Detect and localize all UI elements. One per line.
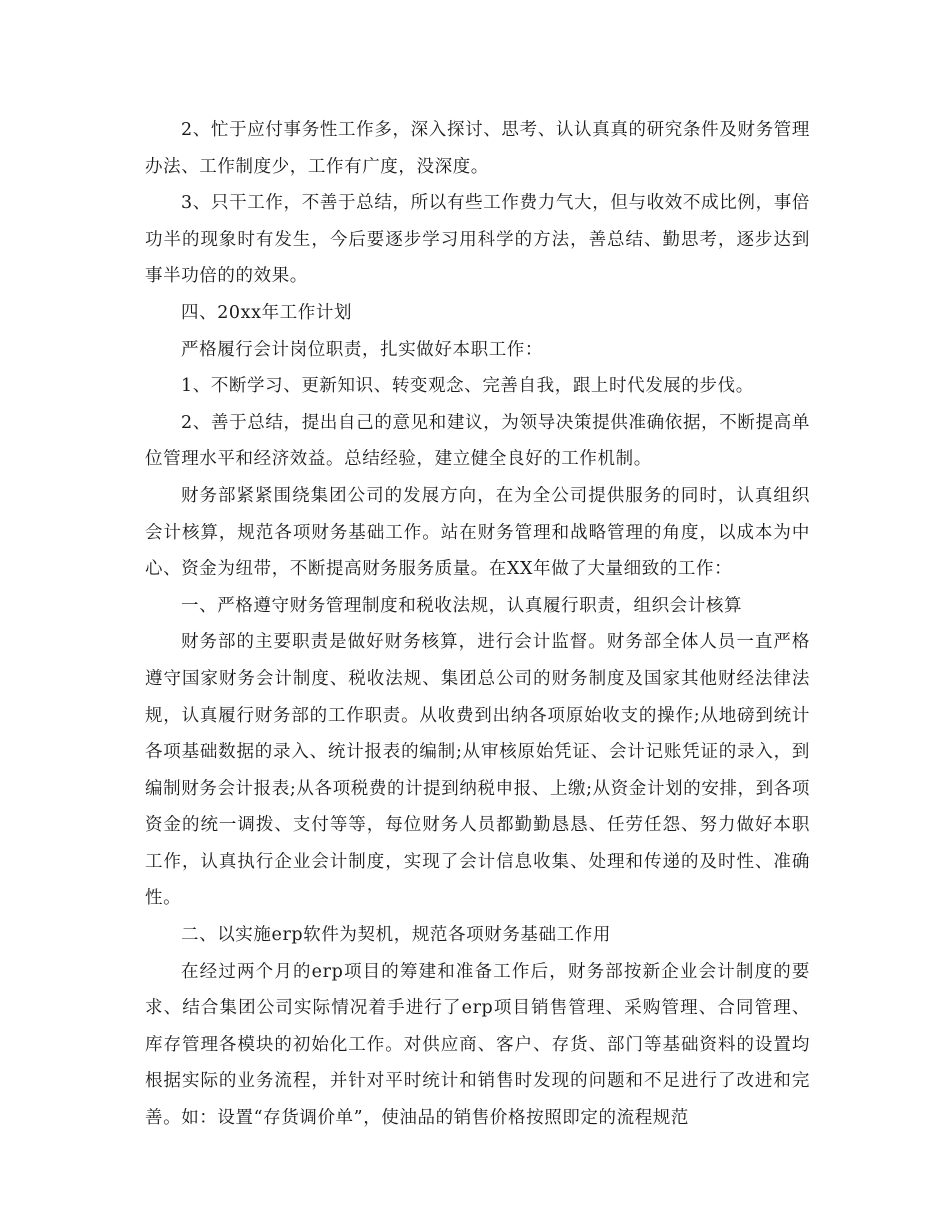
- paragraph-erp-body: 在经过两个月的erp项目的筹建和准备工作后，财务部按新企业会计制度的要求、结合集团公司实际情况着手进行了erp项目销售管理、采购管理、合同管理、库存管理各模块的初始化工作。对供应商、客户、存货、部门等基础资料的设置均根据实际的业务流程，并针对平时统计和销售时发现的问题和不足进行了改进和完善。如：设置“存货调价单”，使油品的销售价格按照即定的流程规范: [145, 961, 810, 1129]
- paragraph-weakness-2: 2、忙于应付事务性工作多，深入探讨、思考、认认真真的研究条件及财务管理办法、工作制度少，工作有广度，没深度。: [145, 120, 810, 177]
- paragraph-finance-overview: 财务部紧紧围绕集团公司的发展方向，在为全公司提供服务的同时，认真组织会计核算，规范各项财务基础工作。站在财务管理和战略管理的角度，以成本为中心、资金为纽带，不断提高财务服务质量。在XX年做了大量细致的工作：: [145, 485, 810, 580]
- section-heading-compliance: 一、严格遵守财务管理制度和税收法规，认真履行职责，组织会计核算: [181, 595, 743, 616]
- paragraph-compliance-body: 财务部的主要职责是做好财务核算，进行会计监督。财务部全体人员一直严格遵守国家财务会计制度、税收法规、集团总公司的财务制度及国家其他财经法律法规，认真履行财务部的工作职责。从收费到出纳各项原始收支的操作;从地磅到统计各项基础数据的录入、统计报表的编制;从审核原始凭证、会计记账凭证的录入，到编制财务会计报表;从各项税费的计提到纳税申报、上缴;从资金计划的安排，到各项资金的统一调拨、支付等等，每位财务人员都勤勤恳恳、任劳任怨、努力做好本职工作，认真执行企业会计制度，实现了会计信息收集、处理和传递的及时性、准确性。: [145, 632, 810, 909]
- paragraph-weakness-3: 3、只干工作，不善于总结，所以有些工作费力气大，但与收效不成比例，事倍功半的现象时有发生，今后要逐步学习用科学的方法，善总结、勤思考，逐步达到事半功倍的的效果。: [145, 193, 810, 287]
- paragraph-plan-1: 1、不断学习、更新知识、转变观念、完善自我，跟上时代发展的步伐。: [181, 376, 754, 397]
- paragraph-plan-2: 2、善于总结，提出自己的意见和建议，为领导决策提供准确依据，不断提高单位管理水平和经济效益。总结经验，建立健全良好的工作机制。: [145, 412, 810, 470]
- paragraph-plan-intro: 严格履行会计岗位职责，扎实做好本职工作：: [181, 339, 543, 360]
- section-heading-erp: 二、以实施erp软件为契机，规范各项财务基础工作用: [181, 925, 611, 946]
- section-heading-work-plan: 四、20xx年工作计划: [181, 302, 353, 323]
